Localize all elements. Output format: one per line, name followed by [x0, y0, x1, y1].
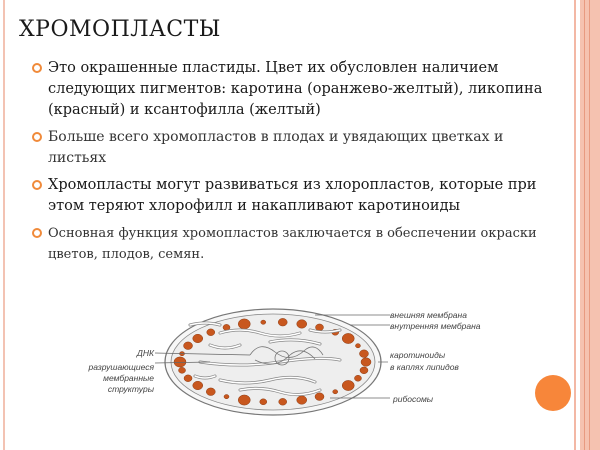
carotenoid-droplet [333, 390, 338, 394]
label-dna: ДНК [136, 348, 154, 358]
carotenoid-droplet [361, 358, 371, 367]
carotenoid-droplet [193, 381, 203, 390]
carotenoid-droplet [297, 320, 307, 329]
carotenoid-droplet [184, 342, 193, 350]
label-ribosomes: рибосомы [393, 394, 434, 404]
carotenoid-droplet [179, 367, 186, 373]
carotenoid-droplet [238, 319, 250, 329]
right-border-line [574, 0, 576, 450]
label-degrading-3: структуры [107, 384, 154, 394]
carotenoid-droplet [260, 399, 267, 405]
carotenoid-droplet [207, 329, 215, 336]
label-outer-membrane: внешняя мембрана [390, 310, 467, 320]
bullet-icon [32, 180, 42, 190]
carotenoid-droplet [261, 320, 266, 324]
right-border-band [580, 0, 600, 450]
bullet-text: Это окрашенные пластиды. Цвет их обусловлен наличием следующих пигментов: каротина (оранжево-желтый), ликопина (красный) и ксантофилла (желтый) [48, 60, 543, 118]
bullet-text: Основная функция хромопластов заключается в обеспечении окраски цветов, плодов, семян. [48, 226, 537, 262]
bullet-item [30, 127, 550, 169]
carotenoid-droplet [297, 396, 307, 405]
bullet-icon [32, 132, 42, 142]
label-inner-membrane: внутренняя мембрана [390, 321, 481, 331]
carotenoid-droplet [342, 380, 354, 390]
chromoplast-diagram [60, 290, 520, 430]
bullet-icon [32, 63, 42, 73]
bullet-item [30, 58, 550, 121]
decorative-orange-circle [535, 375, 571, 411]
carotenoid-droplet [206, 388, 215, 396]
carotenoid-droplet [224, 395, 229, 399]
carotenoid-droplet [315, 393, 324, 401]
slide-title: ХРОМОПЛАСТЫ [19, 17, 221, 42]
label-carotenoids: каротиноиды [390, 350, 446, 360]
carotenoid-droplet [184, 375, 192, 382]
bullet-text: Больше всего хромопластов в плодах и увядающих цветках и листьях [48, 129, 504, 166]
left-border-decoration [3, 0, 5, 450]
bullet-item [30, 223, 550, 265]
carotenoid-droplet [355, 344, 360, 348]
label-degrading-1: разрушающиеся [88, 362, 154, 372]
carotenoid-droplet [359, 350, 368, 358]
carotenoid-droplet [193, 334, 203, 343]
bullet-icon [32, 228, 42, 238]
carotenoid-droplet [174, 357, 186, 367]
bullet-item [30, 175, 550, 217]
label-degrading-2: мембранные [103, 373, 154, 383]
carotenoid-droplet [354, 375, 361, 381]
carotenoid-droplet [360, 367, 368, 374]
label-carotenoids-lipid: в каплях липидов [390, 362, 459, 372]
carotenoid-droplet [278, 318, 287, 326]
carotenoid-droplet [342, 333, 354, 343]
bullet-text: Хромопласты могут развиваться из хлоропластов, которые при этом теряют хлорофилл и накапливают каротиноиды [48, 177, 537, 214]
carotenoid-droplet [316, 324, 324, 331]
bullet-list [30, 58, 550, 271]
carotenoid-droplet [238, 395, 250, 405]
carotenoid-droplet [279, 398, 287, 405]
